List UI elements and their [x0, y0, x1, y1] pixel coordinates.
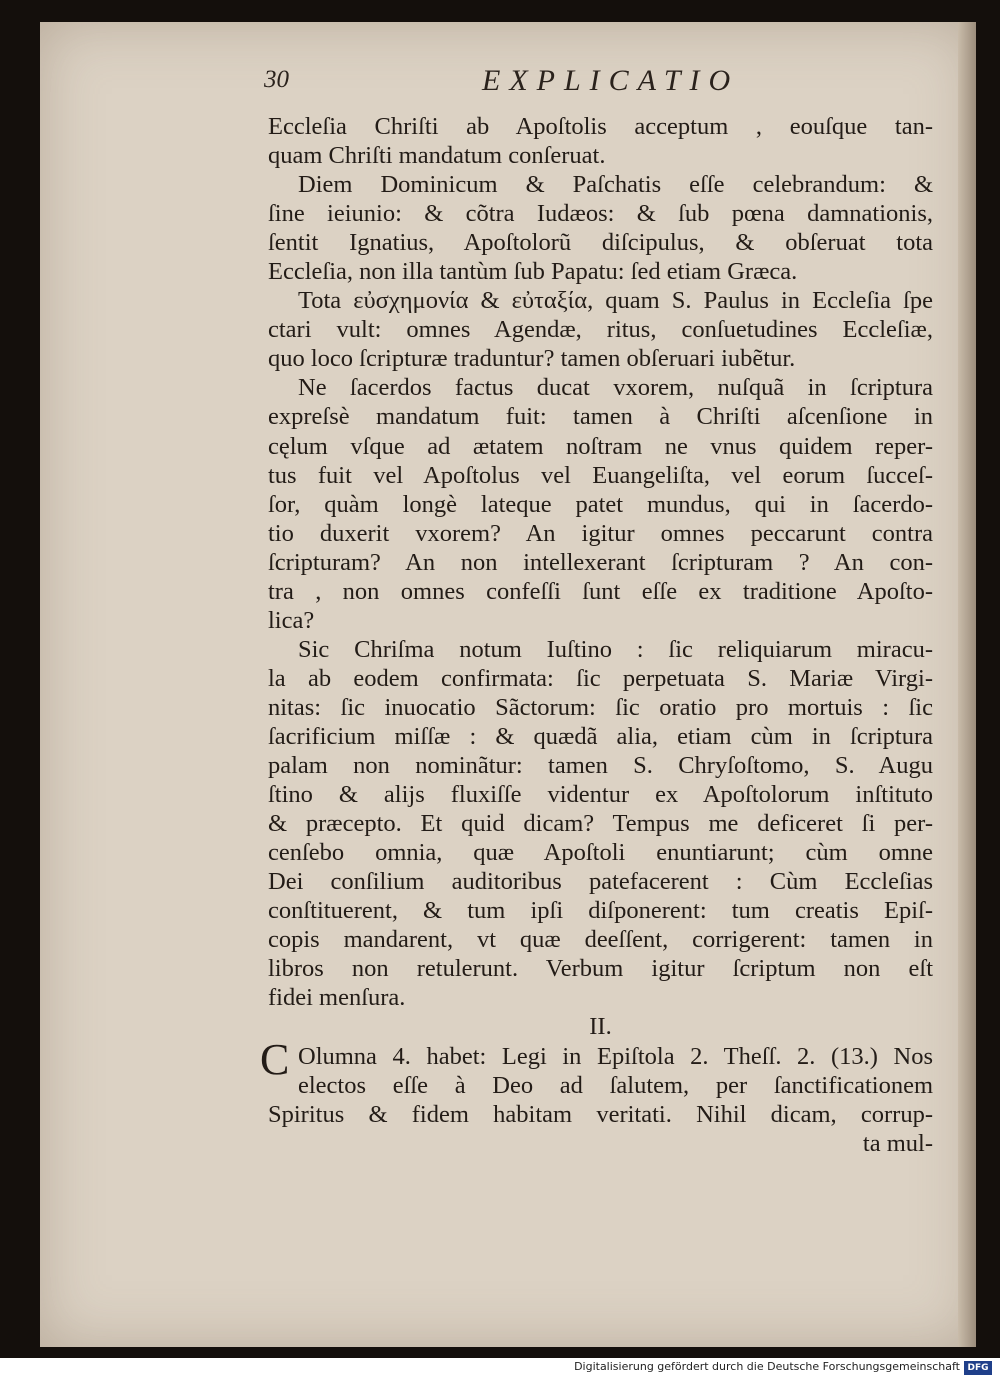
text-line: Diem Dominicum & Paſchatis eſſe celebrandum: & — [298, 171, 933, 199]
dfg-logo: DFG — [964, 1361, 992, 1375]
text-line: ſtino & alijs fluxiſſe videntur ex Apoſtolorum inſtituto — [268, 781, 933, 809]
text-line: la ab eodem confirmata: ſic perpetuata S. Mariæ Virgi- — [268, 664, 933, 692]
text-line: expreſsè mandatum fuit: tamen à Chriſti aſcenſione in — [268, 403, 933, 431]
text-line: libros non retulerunt. Verbum igitur ſcriptum non eſt — [268, 955, 933, 983]
text-line: tio duxerit vxorem? An igitur omnes peccarunt contra — [268, 519, 933, 547]
text-line: ctari vult: omnes Agendæ, ritus, conſuetudines Eccleſiæ, — [268, 316, 933, 344]
text-line: Dei conſilium auditoribus patefacerent : Cùm Eccleſias — [268, 868, 933, 896]
text-line: copis mandarent, vt quæ deeſſent, corrigerent: tamen in — [268, 926, 933, 954]
text-line: electos eſſe à Deo ad ſalutem, per ſanctificationem — [298, 1071, 933, 1099]
text-line: lica? — [268, 606, 315, 634]
drop-cap: C — [260, 1034, 290, 1084]
text-line: ſacrificium miſſæ : & quædã alia, etiam cùm in ſcriptura — [268, 722, 933, 750]
text-line: cenſebo omnia, quæ Apoſtoli enuntiarunt; cùm omne — [268, 839, 933, 867]
text-line: Ne ſacerdos factus ducat vxorem, nuſquã in ſcriptura — [298, 374, 933, 402]
page-number: 30 — [264, 66, 289, 93]
text-line: conſtituerent, & tum ipſi diſponerent: tum creatis Epiſ- — [268, 897, 933, 925]
text-line: tra , non omnes confeſſi ſunt eſſe ex traditione Apoſto- — [268, 577, 933, 605]
page-edge — [958, 22, 976, 1347]
funding-credit: Digitalisierung gefördert durch die Deutsche Forschungsgemeinschaft — [574, 1360, 960, 1373]
running-title: EXPLICATIO — [482, 64, 740, 97]
running-head — [220, 62, 940, 102]
footer-bar — [0, 1358, 1000, 1378]
text-line: Sic Chriſma notum Iuſtino : ſic reliquiarum miracu- — [298, 635, 933, 663]
text-line: & præcepto. Et quid dicam? Tempus me deficeret ſi per- — [268, 810, 933, 838]
text-line: quam Chriſti mandatum conſeruat. — [268, 142, 606, 170]
text-line: cęlum vſque ad ætatem noſtram ne vnus quidem reper- — [268, 432, 933, 460]
text-line: Tota εὐσχημονία & εὐταξία, quam S. Paulus in Eccleſia ſpe — [298, 287, 933, 315]
text-line: nitas: ſic inuocatio Sãctorum: ſic oratio pro mortuis : ſic — [268, 693, 933, 721]
text-line: palam non nominãtur: tamen S. Chryſoſtomo, S. Augu — [268, 752, 933, 780]
text-line: ſor, quàm longè lateque patet mundus, qui in ſacerdo- — [268, 490, 933, 518]
text-line: Eccleſia, non illa tantùm ſub Papatu: ſed etiam Græca. — [268, 258, 798, 286]
text-line: ſine ieiunio: & cõtra Iudæos: & ſub pœna damnationis, — [268, 200, 933, 228]
text-line: Olumna 4. habet: Legi in Epiſtola 2. Theſſ. 2. (13.) Nos — [298, 1042, 933, 1070]
text-line: Spiritus & fidem habitam veritati. Nihil dicam, corrup- — [268, 1100, 933, 1128]
text-line: quo loco ſcripturæ traduntur? tamen obſeruari iubẽtur. — [268, 345, 796, 373]
text-line: tus fuit vel Apoſtolus vel Euangeliſta, vel eorum ſucceſ- — [268, 461, 933, 489]
dropcap-line — [260, 1034, 933, 1084]
text-line: ſcripturam? An non intellexerant ſcripturam ? An con- — [268, 548, 933, 576]
text-line: fidei menſura. — [268, 984, 406, 1012]
main-text — [260, 112, 933, 1158]
text-line: Eccleſia Chriſti ab Apoſtolis acceptum , eouſque tan- — [268, 113, 933, 140]
section-heading: II. — [589, 1013, 612, 1041]
text-line: ſentit Ignatius, Apoſtolorũ diſcipulus, & obſeruat tota — [268, 229, 933, 257]
catchword: ta mul- — [862, 1129, 933, 1157]
